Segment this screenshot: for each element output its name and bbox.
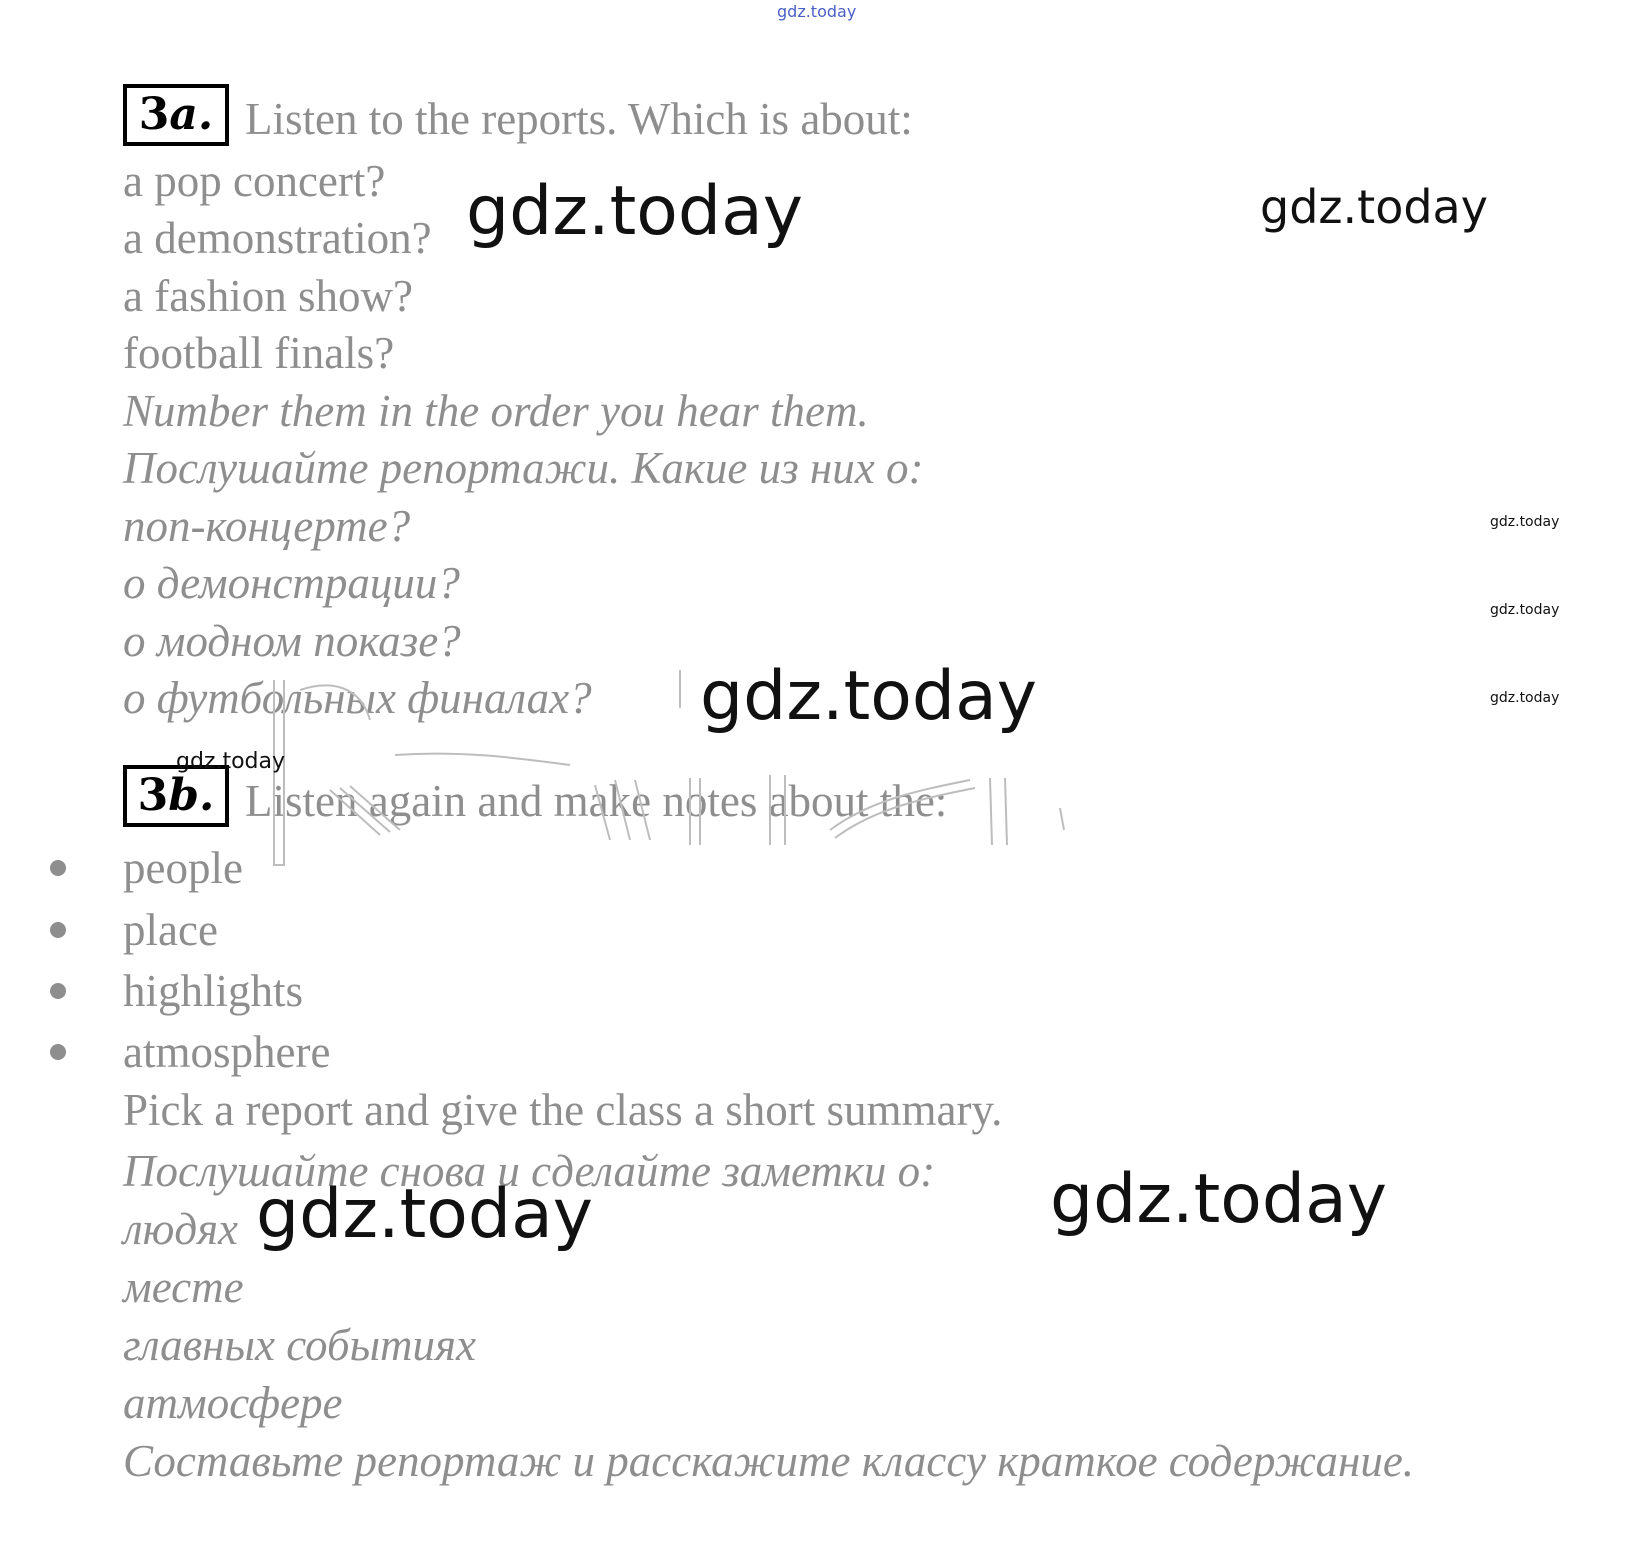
watermark-small-1: gdz.today	[1490, 514, 1560, 530]
translation-item-2: месте	[123, 1262, 244, 1312]
bullet-place: place	[123, 905, 218, 955]
bullet-icon	[50, 860, 66, 876]
watermark-large-1: gdz.today	[466, 172, 803, 251]
translation-option-3: о модном показе?	[123, 616, 461, 666]
exercise-3b-translation-instruction: Составьте репортаж и расскажите классу краткое содержание.	[123, 1436, 1415, 1486]
watermark-small-4: gdz.today	[176, 749, 286, 774]
translation-option-1: поп-концерте?	[123, 501, 411, 551]
exercise-3a-number-box	[123, 84, 229, 146]
option-fashion-show: a fashion show?	[123, 271, 413, 321]
bullet-icon	[50, 983, 66, 999]
bullet-icon	[50, 922, 66, 938]
watermark-large-2: gdz.today	[1260, 180, 1488, 234]
watermark-large-4: gdz.today	[256, 1175, 593, 1254]
exercise-letter: a.	[169, 89, 214, 140]
translation-item-1: людях	[123, 1204, 239, 1254]
exercise-3b-heading: Listen again and make notes about the:	[245, 776, 948, 826]
watermark-top: gdz.today	[777, 2, 857, 21]
exercise-3b-number-box	[123, 765, 229, 827]
option-football-finals: football finals?	[123, 328, 395, 378]
translation-option-4: о футбольных финалах?	[123, 673, 592, 723]
translation-item-4: атмосфере	[123, 1378, 343, 1428]
exercise-3b-instruction: Pick a report and give the class a short summary.	[123, 1085, 1003, 1135]
exercise-number: 3	[137, 770, 169, 821]
bullet-atmosphere: atmosphere	[123, 1027, 331, 1077]
exercise-3b-translation-heading: Послушайте снова и сделайте заметки о:	[123, 1146, 936, 1196]
watermark-large-3: gdz.today	[700, 657, 1037, 736]
watermark-large-5: gdz.today	[1050, 1160, 1387, 1239]
exercise-3a-heading: Listen to the reports. Which is about:	[245, 94, 913, 144]
option-pop-concert: a pop concert?	[123, 156, 386, 206]
exercise-3a-instruction: Number them in the order you hear them.	[123, 386, 869, 436]
exercise-number: 3	[138, 89, 170, 140]
bullet-icon	[50, 1044, 66, 1060]
watermark-small-2: gdz.today	[1490, 602, 1560, 618]
translation-option-2: о демонстрации?	[123, 558, 460, 608]
bullet-people: people	[123, 843, 243, 893]
bullet-highlights: highlights	[123, 966, 304, 1016]
translation-item-3: главных событиях	[123, 1320, 476, 1370]
watermark-small-3: gdz.today	[1490, 690, 1560, 706]
exercise-3a-translation-heading: Послушайте репортажи. Какие из них о:	[123, 443, 924, 493]
option-demonstration: a demonstration?	[123, 213, 432, 263]
exercise-letter: b.	[168, 770, 215, 821]
